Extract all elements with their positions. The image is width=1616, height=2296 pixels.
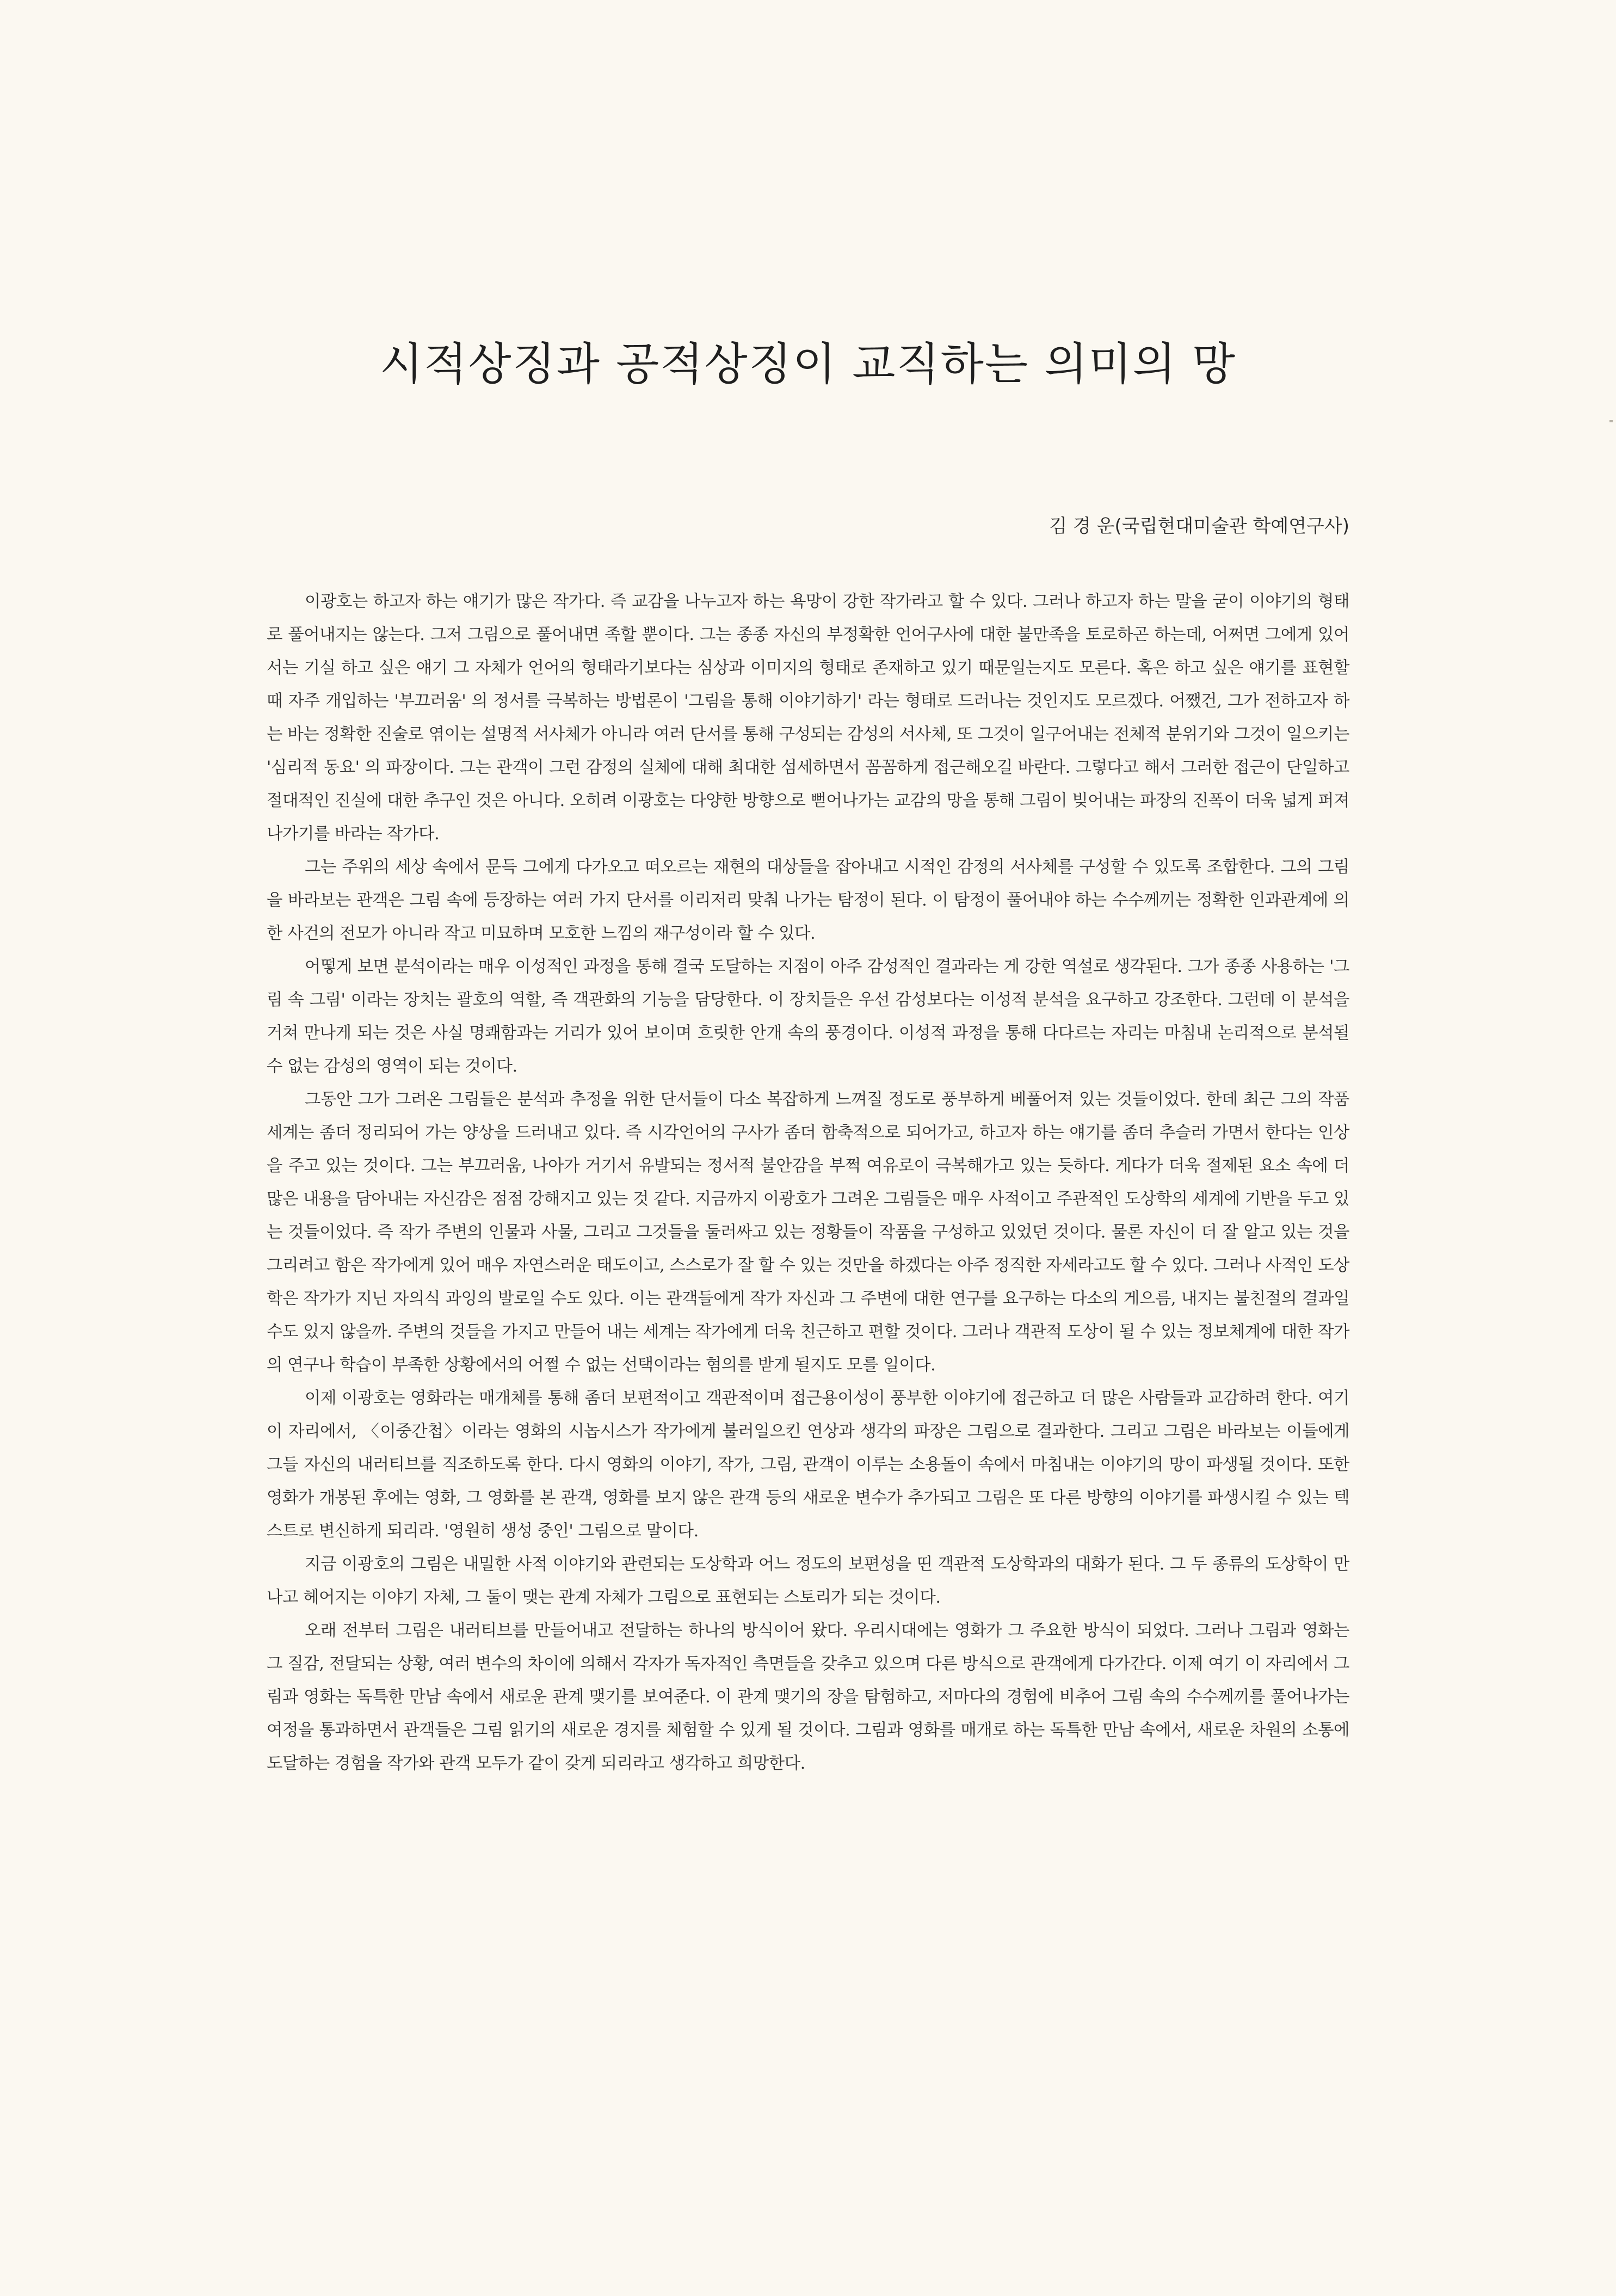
paragraph: 이제 이광호는 영화라는 매개체를 통해 좀더 보편적이고 객관적이며 접근용이성이 풍부한 이야기에 접근하고 더 많은 사람들과 교감하려 한다. 여기 이 자리에서, 〈이중간첩〉이라는 영화의 시놉시스가 작가에게 불러일으킨 연상과 생각의 파장은 그림으로 결과한다. 그리고 그림은 바라보는 이들에게 그들 자신의 내러티브를 직조하도록 한다. 다시 영화의 이야기, 작가, 그림, 관객이 이루는 소용돌이 속에서 마침내는 이야기의 망이 파생될 것이다. 또한 영화가 개봉된 후에는 영화, 그 영화를 본 관객, 영화를 보지 않은 관객 등의 새로운 변수가 추가되고 그림은 또 다른 방향의 이야기를 파생시킬 수 있는 텍스트로 변신하게 되리라. '영원히 생성 중인' 그림으로 말이다. (267, 1389, 1349, 1541)
paragraph: 이광호는 하고자 하는 얘기가 많은 작가다. 즉 교감을 나누고자 하는 욕망이 강한 작가라고 할 수 있다. 그러나 하고자 하는 말을 굳이 이야기의 형태로 풀어내지는 않는다. 그저 그림으로 풀어내면 족할 뿐이다. 그는 종종 자신의 부정확한 언어구사에 대한 불만족을 토로하곤 하는데, 어쩌면 그에게 있어서는 기실 하고 싶은 얘기 그 자체가 언어의 형태라기보다는 심상과 이미지의 형태로 존재하고 있기 때문일는지도 모른다. 혹은 하고 싶은 얘기를 표현할 때 자주 개입하는 '부끄러움' 의 정서를 극복하는 방법론이 '그림을 통해 이야기하기' 라는 형태로 드러나는 것인지도 모르겠다. 어쨌건, 그가 전하고자 하는 바는 정확한 진술로 엮이는 설명적 서사체가 아니라 여러 단서를 통해 구성되는 감성의 서사체, 또 그것이 일구어내는 전체적 분위기와 그것이 일으키는 '심리적 동요' 의 파장이다. 그는 관객이 그런 감정의 실체에 대해 최대한 섬세하면서 꼼꼼하게 접근해오길 바란다. 그렇다고 해서 그러한 접근이 단일하고 절대적인 진실에 대한 추구인 것은 아니다. 오히려 이광호는 다양한 방향으로 뻗어나가는 교감의 망을 통해 그림이 빚어내는 파장의 진폭이 더욱 넓게 퍼져 나가기를 바라는 작가다. (267, 592, 1349, 844)
essay-body (267, 585, 1349, 1780)
paragraph: 어떻게 보면 분석이라는 매우 이성적인 과정을 통해 결국 도달하는 지점이 아주 감성적인 결과라는 게 강한 역설로 생각된다. 그가 종종 사용하는 '그림 속 그림' 이라는 장치는 괄호의 역할, 즉 객관화의 기능을 담당한다. 이 장치들은 우선 감성보다는 이성적 분석을 요구하고 강조한다. 그런데 이 분석을 거쳐 만나게 되는 것은 사실 명쾌함과는 거리가 있어 보이며 흐릿한 안개 속의 풍경이다. 이성적 과정을 통해 다다르는 자리는 마침내 논리적으로 분석될 수 없는 감성의 영역이 되는 것이다. (267, 957, 1349, 1076)
paragraph: 오래 전부터 그림은 내러티브를 만들어내고 전달하는 하나의 방식이어 왔다. 우리시대에는 영화가 그 주요한 방식이 되었다. 그러나 그림과 영화는 그 질감, 전달되는 상황, 여러 변수의 차이에 의해서 각자가 독자적인 측면들을 갖추고 있으며 다른 방식으로 관객에게 다가간다. 이제 여기 이 자리에서 그림과 영화는 독특한 만남 속에서 새로운 관계 맺기를 보여준다. 이 관계 맺기의 장을 탐험하고, 저마다의 경험에 비추어 그림 속의 수수께끼를 풀어나가는 여정을 통과하면서 관객들은 그림 읽기의 새로운 경지를 체험할 수 있게 될 것이다. 그림과 영화를 매개로 하는 독특한 만남 속에서, 새로운 차원의 소통에 도달하는 경험을 작가와 관객 모두가 같이 갖게 되리라고 생각하고 희망한다. (267, 1621, 1349, 1773)
paragraph: 지금 이광호의 그림은 내밀한 사적 이야기와 관련되는 도상학과 어느 정도의 보편성을 띤 객관적 도상학과의 대화가 된다. 그 두 종류의 도상학이 만나고 헤어지는 이야기 자체, 그 둘이 맺는 관계 자체가 그림으로 표현되는 스토리가 되는 것이다. (267, 1555, 1349, 1607)
paper-speck (1609, 420, 1613, 422)
paragraph: 그동안 그가 그려온 그림들은 분석과 추정을 위한 단서들이 다소 복잡하게 느껴질 정도로 풍부하게 베풀어져 있는 것들이었다. 한데 최근 그의 작품세계는 좀더 정리되어 가는 양상을 드러내고 있다. 즉 시각언어의 구사가 좀더 함축적으로 되어가고, 하고자 하는 얘기를 좀더 추슬러 가면서 한다는 인상을 주고 있는 것이다. 그는 부끄러움, 나아가 거기서 유발되는 정서적 불안감을 부쩍 여유로이 극복해가고 있는 듯하다. 게다가 더욱 절제된 요소 속에 더 많은 내용을 담아내는 자신감은 점점 강해지고 있는 것 같다. 지금까지 이광호가 그려온 그림들은 매우 사적이고 주관적인 도상학의 세계에 기반을 두고 있는 것들이었다. 즉 작가 주변의 인물과 사물, 그리고 그것들을 둘러싸고 있는 정황들이 작품을 구성하고 있었던 것이다. 물론 자신이 더 잘 알고 있는 것을 그리려고 함은 작가에게 있어 매우 자연스러운 태도이고, 스스로가 잘 할 수 있는 것만을 하겠다는 아주 정직한 자세라고도 할 수 있다. 그러나 사적인 도상학은 작가가 지닌 자의식 과잉의 발로일 수도 있다. 이는 관객들에게 작가 자신과 그 주변에 대한 연구를 요구하는 다소의 게으름, 내지는 불친절의 결과일 수도 있지 않을까. 주변의 것들을 가지고 만들어 내는 세계는 작가에게 더욱 친근하고 편할 것이다. 그러나 객관적 도상이 될 수 있는 정보체계에 대한 작가의 연구나 학습이 부족한 상황에서의 어쩔 수 없는 선택이라는 혐의를 받게 될지도 모를 일이다. (267, 1090, 1349, 1375)
essay-title: 시적상징과 공적상징이 교직하는 의미의 망 (379, 338, 1237, 390)
paragraph: 그는 주위의 세상 속에서 문득 그에게 다가오고 떠오르는 재현의 대상들을 잡아내고 시적인 감정의 서사체를 구성할 수 있도록 조합한다. 그의 그림을 바라보는 관객은 그림 속에 등장하는 여러 가지 단서를 이리저리 맞춰 나가는 탐정이 된다. 이 탐정이 풀어내야 하는 수수께끼는 정확한 인과관계에 의한 사건의 전모가 아니라 작고 미묘하며 모호한 느낌의 재구성이라 할 수 있다. (267, 858, 1349, 943)
author-credit: 김 경 운(국립현대미술관 학예연구사) (1049, 515, 1349, 537)
